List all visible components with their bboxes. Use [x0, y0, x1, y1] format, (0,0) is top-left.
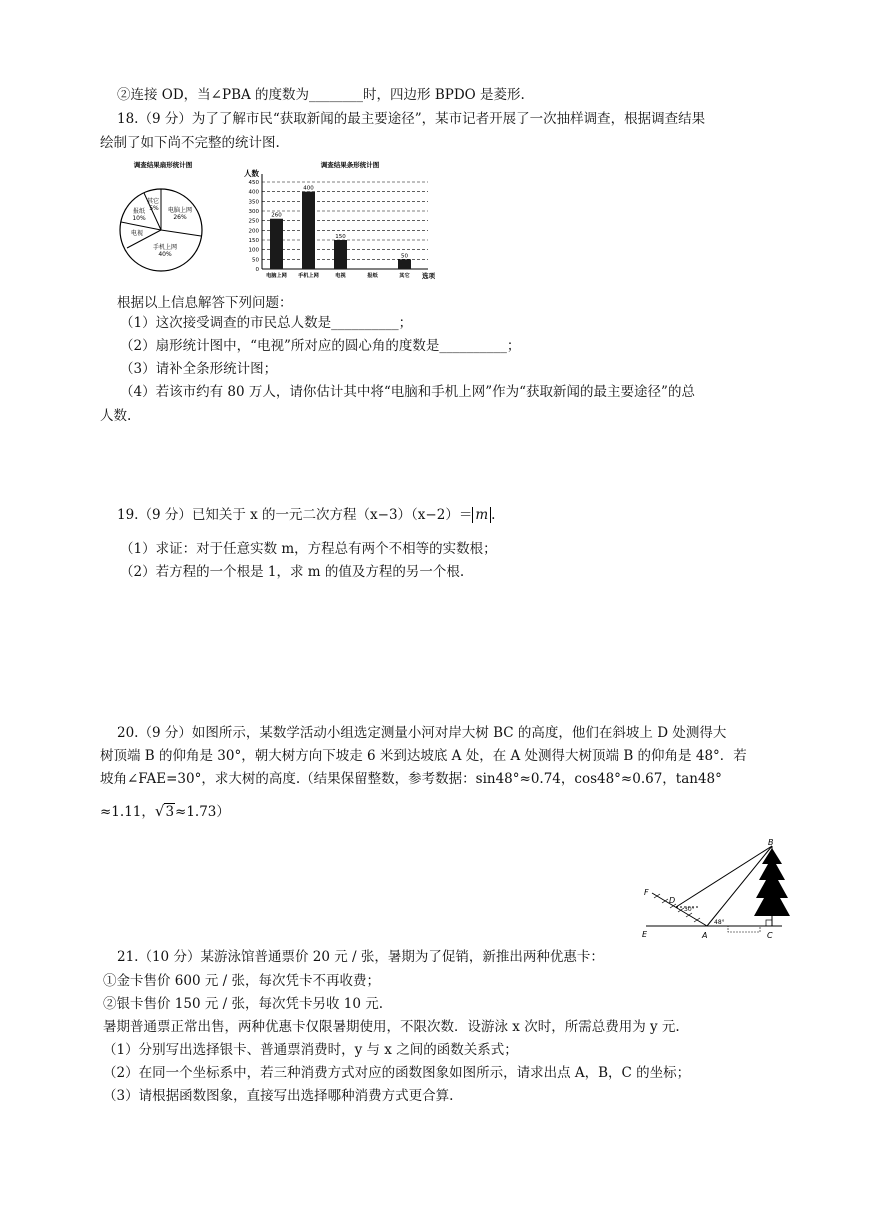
label-E: E	[642, 930, 648, 939]
category-label: 电脑上网	[266, 273, 287, 279]
bar	[302, 192, 315, 269]
bar-chart-xlabel: 选项	[422, 272, 435, 280]
bar-value-label: 400	[303, 185, 314, 192]
pie-label-tv: 电视	[130, 230, 144, 237]
y-tick-label: 0	[255, 267, 259, 273]
sqrt-symbol: √	[154, 802, 165, 820]
q17-part2-text: ②连接 OD，当∠PBA 的度数为________时，四边形 BPDO 是菱形.	[117, 87, 525, 103]
bar-value-label: 260	[271, 212, 282, 219]
q19-stem	[117, 506, 495, 524]
category-label: 手机上网	[298, 273, 319, 279]
label-D: D	[669, 896, 676, 905]
q21-part1: （1）分别写出选择银卡、普通票消费时，y 与 x 之间的函数关系式；	[103, 1042, 518, 1058]
q19-abs-m: m	[472, 507, 491, 523]
q21-line2: ①金卡售价 600 元 / 张，每次凭卡不再收费；	[103, 973, 380, 989]
label-B: B	[768, 838, 774, 847]
bar-chart-figure	[238, 156, 440, 282]
bar-chart-title: 调查结果条形统计图	[320, 161, 380, 169]
q20-line2: 树顶端 B 的仰角是 30°，朝大树方向下坡走 6 米到达坡底 A 处，在 A 处测得大树顶端 B 的仰角是 48°．若	[100, 748, 747, 764]
pie-title: 调查结果扇形统计图	[133, 161, 193, 169]
tree-icon	[754, 848, 790, 916]
right-angle-mark	[766, 920, 772, 926]
q21-part2: （2）在同一个坐标系中，若三种消费方式对应的函数图象如图所示，请求出点 A，B，C 的坐标；	[103, 1065, 691, 1081]
y-tick-label: 50	[252, 257, 259, 264]
pie-label-paper: 报纸	[132, 208, 146, 215]
y-tick-label: 200	[248, 228, 259, 235]
q20-line1: 20.（9 分）如图所示，某数学活动小组选定测量小河对岸大树 BC 的高度，他们在斜坡上 D 处测得大	[117, 725, 727, 741]
q18-part4-line2: 人数.	[100, 408, 132, 424]
q21-line4: 暑期普通票正常出售，两种优惠卡仅限暑期使用，不限次数．设游泳 x 次时，所需总费用为 y 元.	[103, 1019, 680, 1035]
q18-stem-line2: 绘制了如下尚不完整的统计图.	[100, 135, 280, 151]
q18-part1: （1）这次接受调查的市民总人数是__________；	[120, 315, 413, 331]
y-tick-label: 250	[248, 218, 259, 225]
pie-label-other-pct: 5%	[149, 205, 159, 212]
q19-stem-main: 19.（9 分）已知关于 x 的一元二次方程（x−3）（x−2）＝	[117, 507, 473, 523]
pie-label-paper-pct: 10%	[132, 215, 146, 222]
category-label: 其它	[399, 273, 410, 279]
q18-part4-line1: （4）若该市约有 80 万人，请你估计其中将“电脑和手机上网”作为“获取新闻的最主要途径”的总	[120, 384, 695, 400]
pie-label-phone-pct: 40%	[158, 251, 172, 258]
bar-chart-ylabel: 人数	[244, 169, 259, 178]
slope-line	[652, 893, 707, 926]
q18-part2: （2）扇形统计图中，“电视”所对应的圆心角的度数是__________；	[120, 338, 521, 354]
q18-stem-line1: 18.（9 分）为了了解市民“获取新闻的最主要途径”，某市记者开展了一次抽样调查，根据调查结果	[117, 111, 706, 127]
q19-part1: （1）求证：对于任意实数 m，方程总有两个不相等的实数根；	[120, 541, 497, 557]
bar	[334, 240, 347, 269]
label-A: A	[702, 931, 708, 940]
q20-line4	[100, 802, 230, 821]
y-tick-label: 100	[248, 247, 259, 254]
q19-part2: （2）若方程的一个根是 1，求 m 的值及方程的另一个根.	[120, 564, 465, 580]
y-tick-label: 450	[248, 180, 259, 186]
pie-chart-figure	[115, 156, 227, 282]
bar	[270, 219, 283, 269]
river	[728, 926, 760, 932]
pie-label-pc-pct: 26%	[173, 214, 187, 221]
y-tick-label: 400	[248, 189, 259, 196]
category-label: 报纸	[367, 273, 378, 279]
q20-line4-end: ≈1.73）	[175, 804, 230, 820]
pie-label-pc: 电脑上网	[167, 207, 193, 214]
q21-line1: 21.（10 分）某游泳馆普通票价 20 元 / 张，暑期为了促销，新推出两种优惠卡：	[117, 949, 604, 965]
q18-intro: 根据以上信息解答下列问题：	[117, 295, 293, 311]
angle-48-label: 48°	[714, 919, 725, 926]
bar-value-label: 50	[401, 253, 408, 260]
bar	[398, 259, 411, 269]
pie-label-other: 其它	[146, 198, 160, 205]
q20-slope-tree-figure	[640, 836, 790, 946]
angle-30-label: 30°	[684, 906, 695, 913]
sqrt-radicand: 3	[165, 804, 175, 820]
y-tick-label: 350	[248, 199, 259, 206]
q18-part3: （3）请补全条形统计图；	[120, 361, 278, 377]
label-F: F	[644, 888, 649, 897]
category-label: 电视	[335, 273, 346, 279]
q20-line4-start: ≈1.11，	[100, 804, 155, 820]
y-tick-label: 150	[248, 238, 259, 244]
pie-label-phone: 手机上网	[152, 244, 178, 251]
q19-stem-end: .	[491, 507, 496, 523]
y-tick-label: 300	[248, 209, 259, 215]
label-C: C	[767, 931, 773, 940]
q21-part3: （3）请根据函数图象，直接写出选择哪种消费方式更合算.	[103, 1088, 454, 1104]
q21-line3: ②银卡售价 150 元 / 张，每次凭卡另收 10 元.	[103, 996, 384, 1012]
bar-value-label: 150	[335, 234, 346, 240]
q20-line3: 坡角∠FAE=30°，求大树的高度.（结果保留整数，参考数据：sin48°≈0.74，cos48°≈0.67，tan48°	[100, 771, 722, 787]
